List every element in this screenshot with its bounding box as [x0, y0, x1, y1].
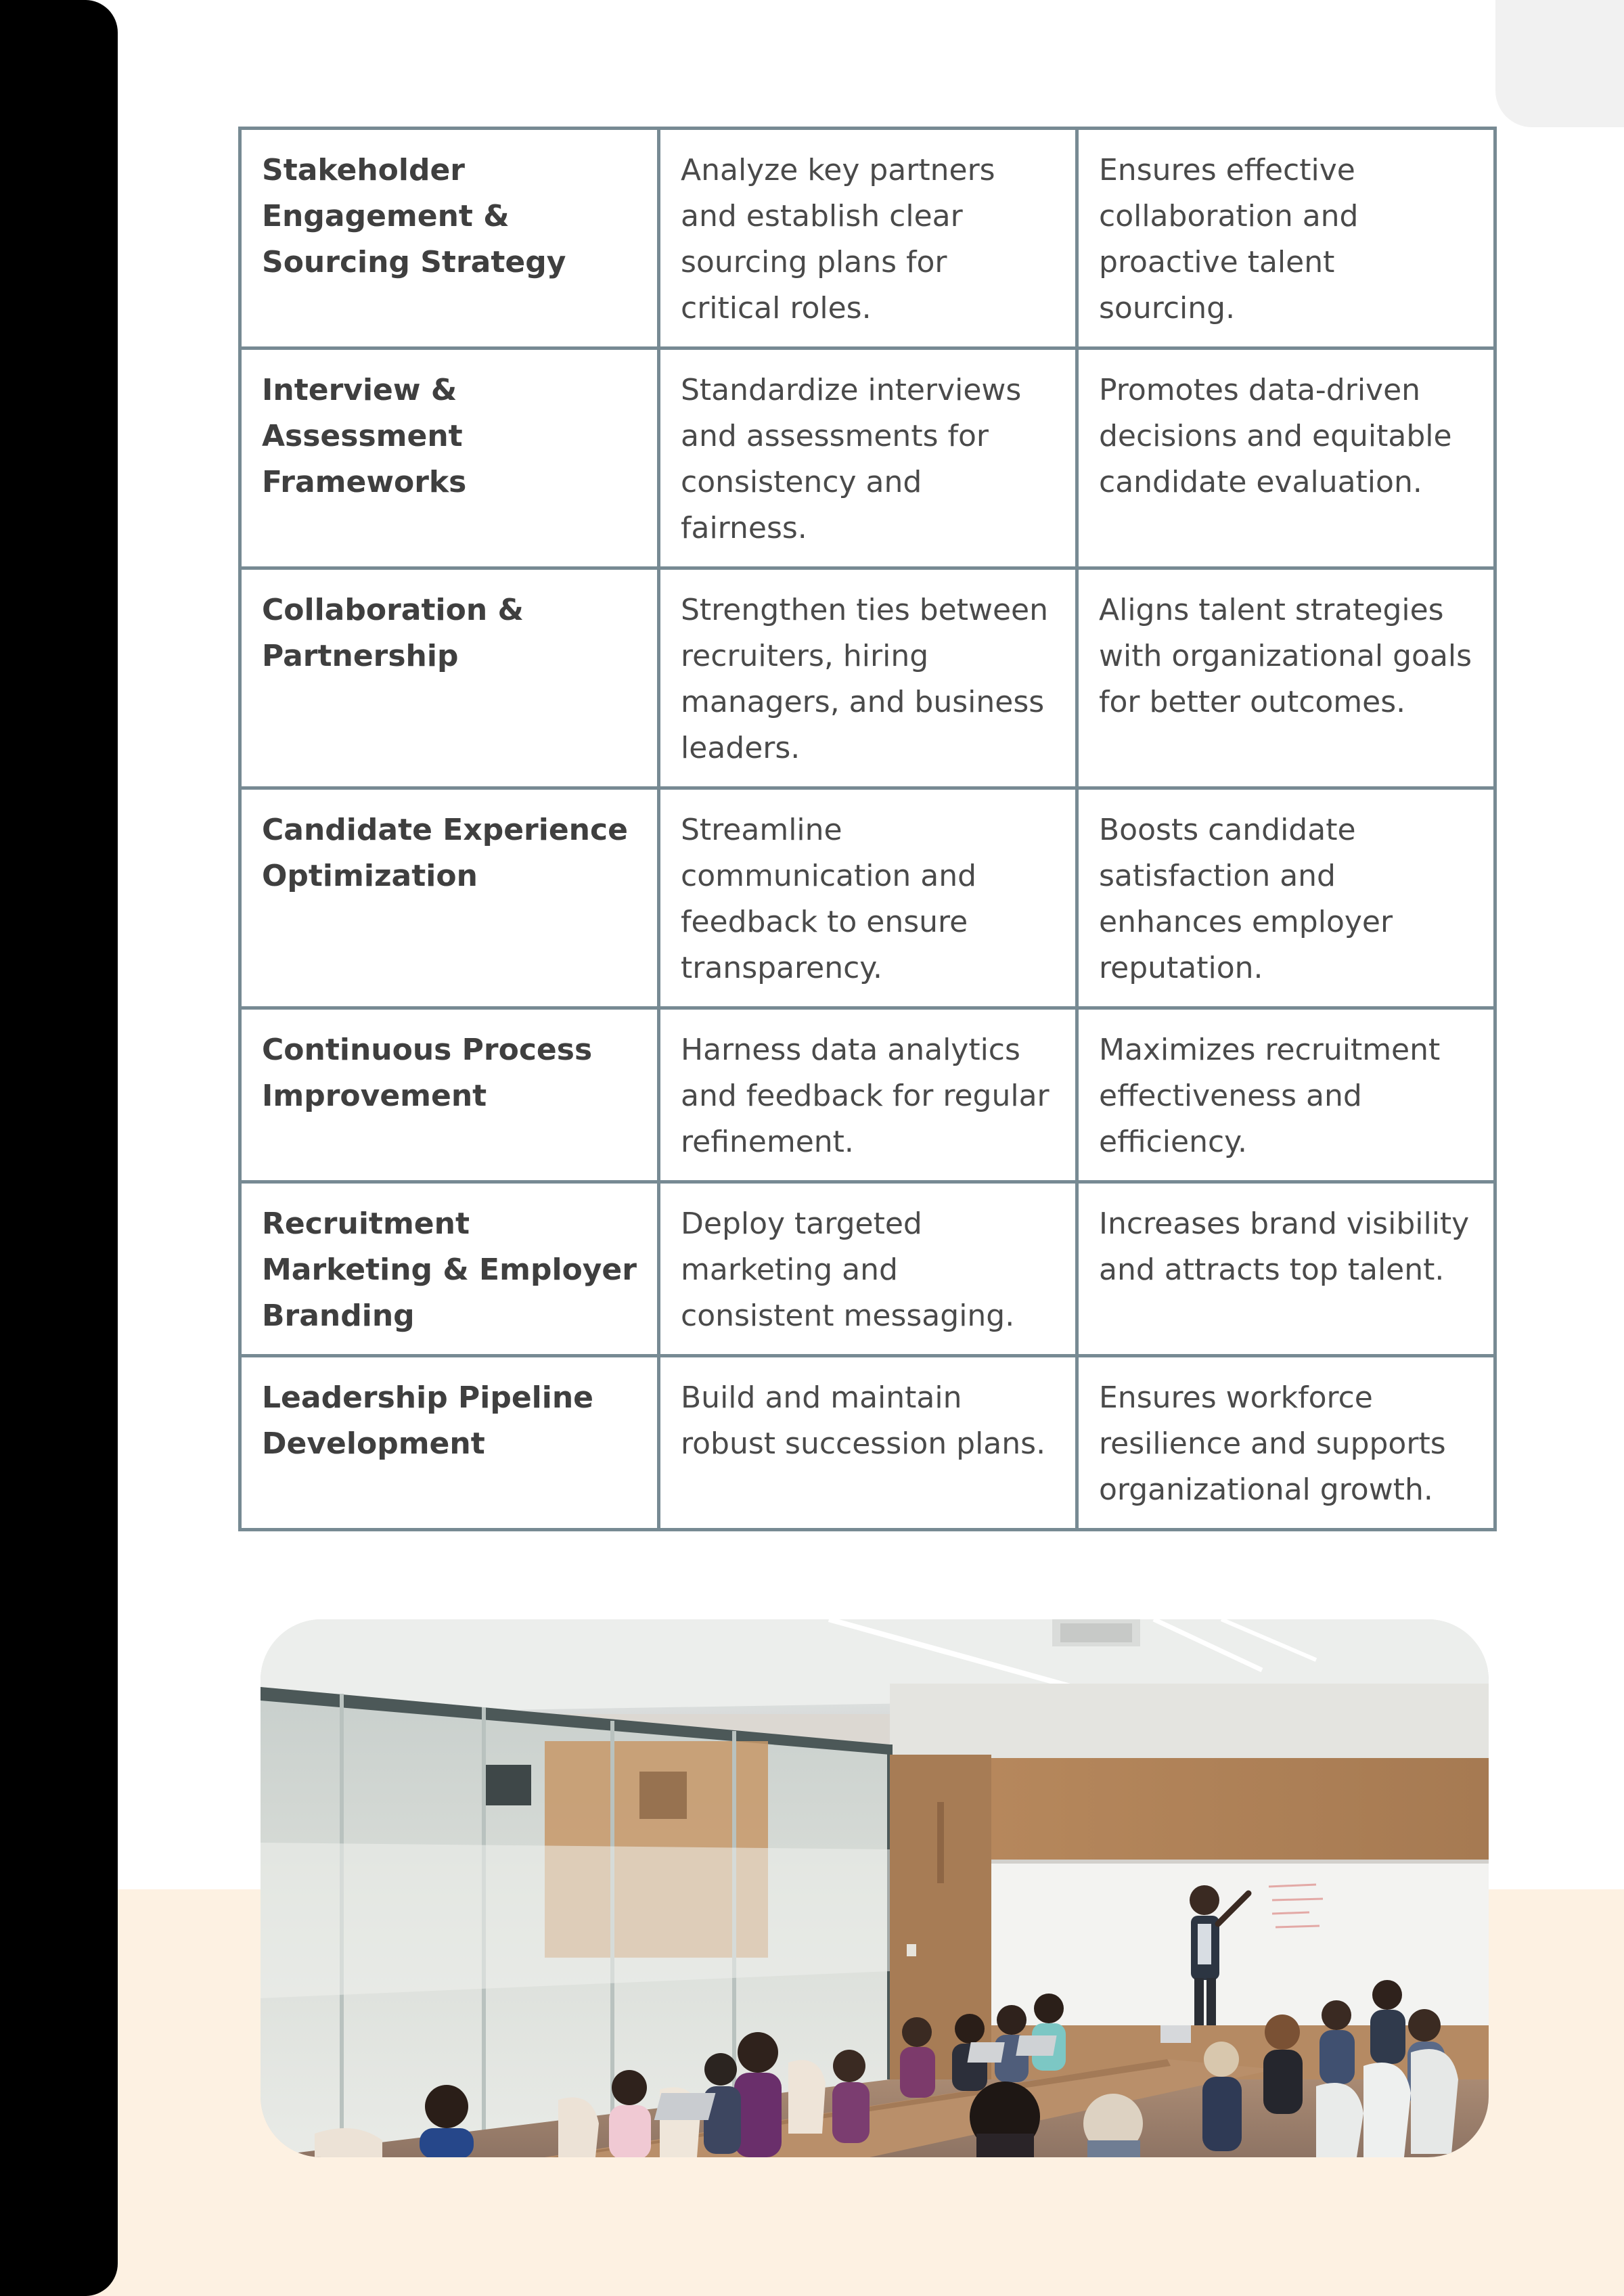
focus-area-cell: Continuous Process Improvement	[240, 1008, 659, 1182]
corner-tab	[1495, 0, 1624, 127]
action-cell: Standardize interviews and assessments for consistency and fairness.	[659, 348, 1077, 568]
focus-area-cell: Interview & Assessment Frameworks	[240, 348, 659, 568]
action-cell: Analyze key partners and establish clear sourcing plans for critical roles.	[659, 129, 1077, 348]
impact-cell: Maximizes recruitment effectiveness and efficiency.	[1077, 1008, 1495, 1182]
focus-area-cell: Stakeholder Engagement & Sourcing Strategy	[240, 129, 659, 348]
focus-area-cell: Leadership Pipeline Development	[240, 1356, 659, 1530]
focus-area-cell: Recruitment Marketing & Employer Branding	[240, 1182, 659, 1356]
focus-area-cell: Candidate Experience Optimization	[240, 788, 659, 1008]
table-row	[240, 568, 1495, 788]
impact-cell: Aligns talent strategies with organizational goals for better outcomes.	[1077, 568, 1495, 788]
impact-cell: Ensures workforce resilience and supports organizational growth.	[1077, 1356, 1495, 1530]
impact-cell: Promotes data-driven decisions and equitable candidate evaluation.	[1077, 348, 1495, 568]
focus-area-cell: Collaboration & Partnership	[240, 568, 659, 788]
table-row	[240, 1182, 1495, 1356]
action-cell: Strengthen ties between recruiters, hiring managers, and business leaders.	[659, 568, 1077, 788]
action-cell: Build and maintain robust succession plans.	[659, 1356, 1077, 1530]
impact-cell: Ensures effective collaboration and proactive talent sourcing.	[1077, 129, 1495, 348]
strategy-table	[238, 127, 1497, 1531]
table-row	[240, 1008, 1495, 1182]
table-row	[240, 1356, 1495, 1530]
action-cell: Harness data analytics and feedback for regular refinement.	[659, 1008, 1077, 1182]
table-row	[240, 788, 1495, 1008]
table-row	[240, 348, 1495, 568]
action-cell: Streamline communication and feedback to ensure transparency.	[659, 788, 1077, 1008]
impact-cell: Increases brand visibility and attracts top talent.	[1077, 1182, 1495, 1356]
left-sidebar-bar	[0, 0, 118, 2296]
table-row	[240, 129, 1495, 348]
meeting-room-photo	[261, 1619, 1489, 2157]
impact-cell: Boosts candidate satisfaction and enhances employer reputation.	[1077, 788, 1495, 1008]
action-cell: Deploy targeted marketing and consistent messaging.	[659, 1182, 1077, 1356]
